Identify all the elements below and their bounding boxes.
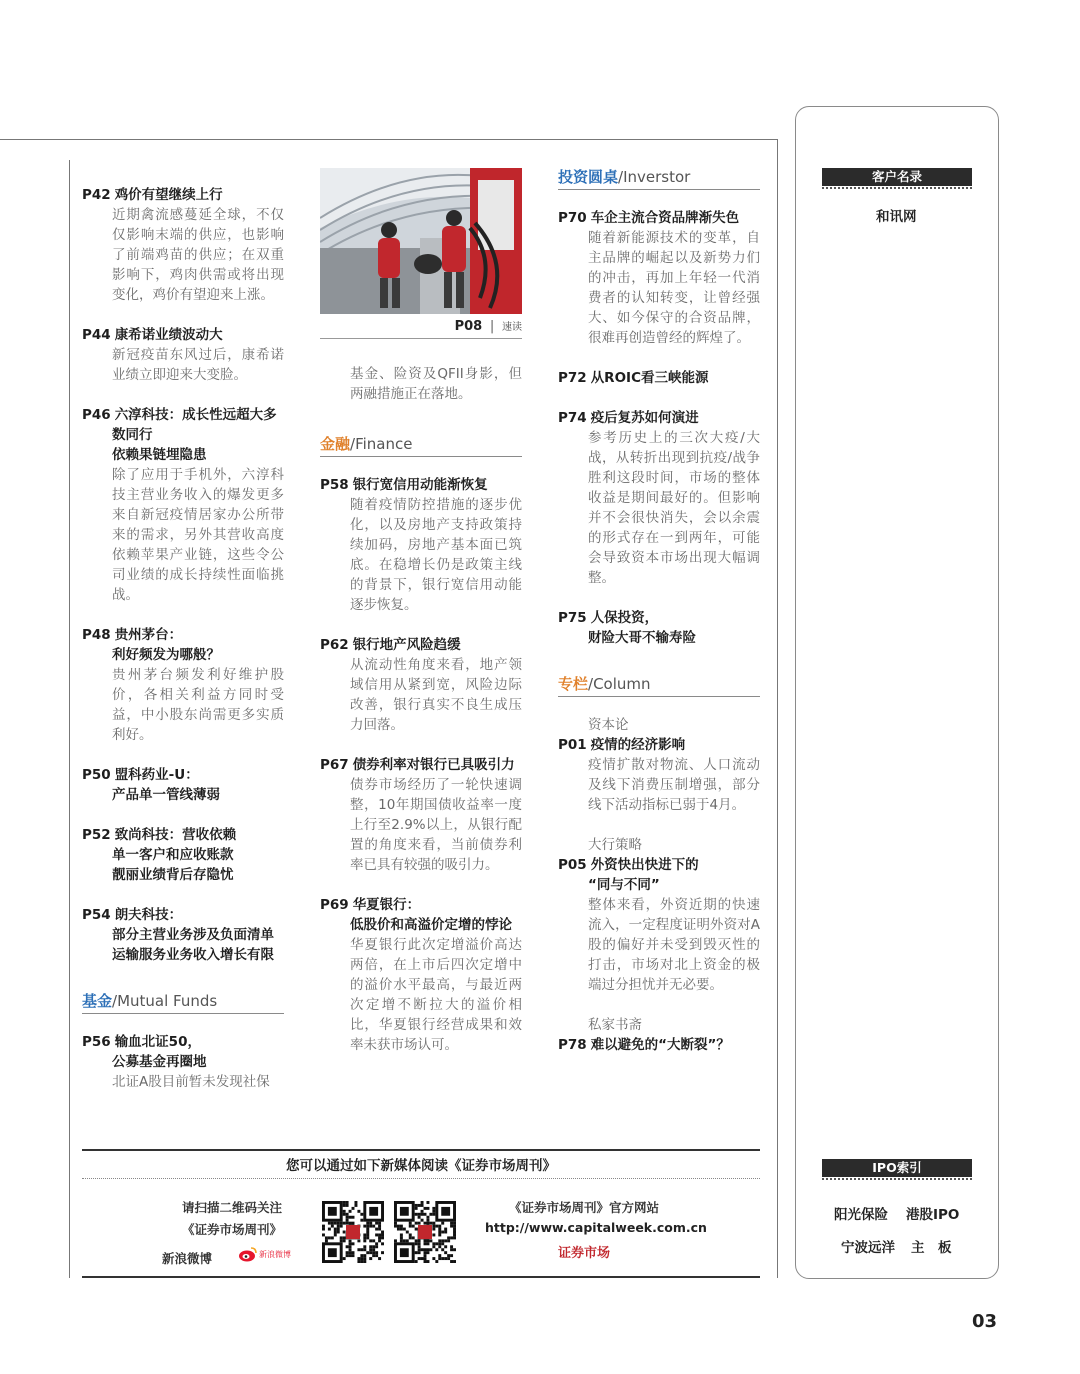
photo-rule [320, 338, 522, 339]
toc-entry-title-text: 华夏银行： [352, 897, 421, 913]
toc-entry-title [82, 405, 284, 425]
weibo-logo[interactable] [238, 1246, 291, 1262]
toc-entry-subtitle: 运输服务业务收入增长有限 [112, 947, 274, 963]
toc-entry-title-text: 债券利率对银行已具吸引力 [352, 757, 515, 773]
toc-entry-subtitle: 产品单一管线薄弱 [112, 787, 220, 803]
section-title-cn: 投资圆桌 [558, 168, 619, 186]
toc-entry-subtitle: 数同行 [112, 427, 153, 443]
toc-entry-title [320, 755, 522, 775]
toc-entry[interactable] [82, 185, 284, 305]
right-column [558, 167, 760, 1075]
middle-lead-text: 基金、险资及QFII身影，但两融措施正在落地。 [350, 366, 522, 402]
toc-entry-title-text: 银行宽信用动能渐恢复 [352, 477, 488, 493]
toc-entry-title-text: 输血北证50， [114, 1034, 201, 1050]
gas-station-photo [320, 168, 522, 314]
toc-entry-page: P78 [558, 1037, 587, 1053]
weibo-label: 新浪微博 [162, 1251, 213, 1266]
toc-entry[interactable] [558, 715, 760, 815]
ipo-index-label: IPO索引 [822, 1159, 972, 1177]
section-title-cn: 专栏 [558, 675, 589, 693]
weibo-logo-text: 新浪微博 [259, 1249, 291, 1259]
footer-dotted-rule [82, 1178, 760, 1179]
toc-entry-title-text: 从ROIC看三峡能源 [590, 370, 709, 386]
toc-entry-title-text: 外资快出快进下的 [590, 857, 699, 873]
brand-logo: 证券市场 [558, 1246, 611, 1261]
ipo-item: 主 板 [911, 1240, 952, 1256]
toc-entry-title [558, 208, 760, 228]
toc-entry-title [320, 895, 522, 915]
section-title-cn: 金融 [320, 435, 351, 453]
toc-entry[interactable] [320, 475, 522, 615]
toc-entry-desc: 债券市场经历了一轮快速调整，10年期国债收益率一度上行至2.9%以上，从银行配置的角度来看，当前债券利率已具有较强的吸引力。 [350, 777, 522, 873]
toc-entry[interactable] [558, 608, 760, 648]
toc-entry-page: P44 [82, 327, 111, 343]
section-title-en: /Inverstor [618, 168, 691, 186]
photo-caption-label: 速读 [502, 322, 522, 333]
toc-entry-desc: 疫情扩散对物流、人口流动及线下消费压制增强，部分线下活动指标已弱于4月。 [588, 757, 760, 813]
toc-entry-title [82, 185, 284, 205]
toc-entry-title [558, 408, 760, 428]
toc-entry-page: P48 [82, 627, 111, 643]
section-title-en: /Mutual Funds [112, 992, 218, 1010]
toc-entry-title-text: 六淳科技：成长性远超大多 [114, 407, 277, 423]
toc-entry-desc: 新冠疫苗东风过后，康希诺业绩立即迎来大变脸。 [112, 347, 284, 383]
toc-entry-desc: 随着新能源技术的变革，自主品牌的崛起以及新势力们的冲击，再加上年轻一代消费者的认知转变，让曾经强大、如今保守的合资品牌，很难再创造曾经的辉煌了。 [588, 230, 760, 346]
qr-code-weibo[interactable] [322, 1201, 384, 1263]
toc-entry-title-text: 致尚科技：营收依赖 [114, 827, 237, 843]
toc-entry-subtitle: 部分主营业务涉及负面清单 [112, 927, 274, 943]
toc-entry-title-text: 车企主流合资品牌渐失色 [590, 210, 740, 226]
toc-entry-title [558, 1035, 760, 1055]
toc-entry-title [82, 765, 284, 785]
toc-entry-title [82, 625, 284, 645]
client-list-dotline [822, 187, 972, 189]
toc-entry-desc: 随着疫情防控措施的逐步优化，以及房地产支持政策持续加码，房地产基本面已筑底。在稳增长仍是政策主线的背景下，银行宽信用动能逐步恢复。 [350, 497, 522, 613]
toc-entry-subtitle: 公募基金再圈地 [112, 1054, 207, 1070]
sidebar-box [795, 106, 999, 1279]
client-list-label: 客户名录 [822, 168, 972, 186]
toc-entry-desc: 贵州茅台频发利好维护股价，各相关利益方同时受益，中小股东尚需更多实质利好。 [112, 667, 284, 743]
weibo-icon [238, 1246, 258, 1262]
toc-entry-title [82, 325, 284, 345]
ipo-index-dotline [822, 1178, 972, 1180]
toc-entry-page: P70 [558, 210, 587, 226]
client-item: 和讯网 [876, 209, 917, 225]
toc-entry-title [82, 825, 284, 845]
scan-line-2: 《证券市场周刊》 [182, 1222, 283, 1237]
toc-entry-desc: 华夏银行此次定增溢价高达两倍，在上市后四次定增中的溢价水平最高，与最近两次定增不断拉大的溢价相比，华夏银行经营成果和效率未获市场认可。 [350, 937, 522, 1053]
toc-entry-page: P42 [82, 187, 111, 203]
section-header-funds [82, 991, 284, 1014]
toc-entry-page: P52 [82, 827, 111, 843]
toc-entry[interactable] [320, 895, 522, 1055]
left-column [82, 185, 284, 1112]
toc-entry-desc: 从流动性角度来看，地产领域信用从紧到宽，风险边际改善，银行真实不良生成压力回落。 [350, 657, 522, 733]
photo-caption: P08 | 速读 [454, 319, 522, 334]
toc-entry[interactable] [558, 835, 760, 995]
toc-entry[interactable] [558, 408, 760, 588]
section-header-finance [320, 434, 522, 457]
toc-entry-title-text: 难以避免的“大断裂”？ [590, 1037, 730, 1053]
toc-entry-page: P50 [82, 767, 111, 783]
toc-entry[interactable] [320, 635, 522, 735]
toc-entry-page: P58 [320, 477, 349, 493]
section-header-investor [558, 167, 760, 190]
toc-entry-title-text: 康希诺业绩波动大 [114, 327, 223, 343]
footer-top-rule [82, 1149, 760, 1151]
page-number: 03 [972, 1311, 998, 1332]
toc-entry-title [82, 1032, 284, 1052]
top-rule [0, 139, 778, 140]
toc-entry-desc: 北证A股目前暂未发现社保 [112, 1074, 270, 1090]
toc-entry[interactable] [82, 765, 284, 805]
section-header-column [558, 674, 760, 697]
toc-entry-title [558, 735, 760, 755]
toc-entry[interactable] [82, 405, 284, 605]
right-column-rule [777, 139, 778, 1278]
toc-entry-desc: 除了应用于手机外，六淳科技主营业务收入的爆发更多来自新冠疫情居家办公所带来的需求，另外其营收高度依赖苹果产业链，这些令公司业绩的成长持续性面临挑战。 [112, 467, 284, 603]
toc-entry-subtitle: 靓丽业绩背后存隐忧 [112, 867, 234, 883]
toc-entry-page: P01 [558, 737, 587, 753]
photo-caption-page: P08 [454, 319, 483, 334]
ipo-item: 宁波远洋 [841, 1240, 895, 1256]
toc-entry-title-text: 鸡价有望继续上行 [114, 187, 223, 203]
feature-photo [320, 168, 522, 314]
site-url[interactable]: http://www.capitalweek.com.cn [485, 1220, 707, 1235]
toc-entry-page: P67 [320, 757, 349, 773]
toc-entry-title [558, 855, 760, 875]
toc-entry-page: P05 [558, 857, 587, 873]
toc-entry[interactable] [82, 325, 284, 385]
toc-entry[interactable] [82, 825, 284, 885]
toc-entry[interactable] [320, 755, 522, 875]
toc-entry-page: P56 [82, 1034, 111, 1050]
toc-entry[interactable] [82, 625, 284, 745]
toc-entry[interactable] [82, 1032, 284, 1092]
toc-entry[interactable] [558, 368, 760, 388]
toc-entry[interactable] [558, 208, 760, 348]
toc-entry-title-text: 人保投资， [590, 610, 659, 626]
toc-entry-kicker: 资本论 [588, 717, 629, 733]
qr-code-wechat[interactable] [394, 1201, 456, 1263]
toc-entry-page: P75 [558, 610, 587, 626]
toc-entry-kicker: 大行策略 [588, 837, 642, 853]
site-label: 《证券市场周刊》官方网站 [509, 1200, 660, 1215]
left-column-rule [69, 160, 70, 1278]
toc-entry-page: P72 [558, 370, 587, 386]
toc-entry-subtitle: 财险大哥不输寿险 [588, 630, 696, 646]
ipo-item: 阳光保险 [834, 1207, 888, 1223]
toc-entry-title [82, 905, 284, 925]
toc-entry-subtitle: 依赖果链埋隐患 [112, 447, 207, 463]
toc-entry-subtitle: 利好频发为哪般？ [112, 647, 220, 663]
toc-entry-page: P46 [82, 407, 111, 423]
footer-title: 您可以通过如下新媒体阅读《证券市场周刊》 [286, 1158, 556, 1174]
toc-entry-title [558, 608, 760, 628]
toc-entry-title-text: 银行地产风险趋缓 [352, 637, 461, 653]
toc-entry-page: P74 [558, 410, 587, 426]
toc-entry-kicker: 私家书斋 [588, 1017, 642, 1033]
toc-entry-page: P54 [82, 907, 111, 923]
toc-entry-title-text: 贵州茅台： [114, 627, 183, 643]
toc-entry-page: P69 [320, 897, 349, 913]
toc-entry-title-text: 朗夫科技： [114, 907, 183, 923]
toc-entry-subtitle: 低股价和高溢价定增的悖论 [350, 917, 512, 933]
toc-entry[interactable] [82, 905, 284, 965]
toc-entry[interactable] [558, 1015, 760, 1055]
toc-entry-desc: 整体来看，外资近期的快速流入，一定程度证明外资对A股的偏好并未受到毁灭性的打击，市场对北上资金的极端过分担忧并无必要。 [588, 897, 760, 993]
toc-entry-title-text: 疫后复苏如何演进 [590, 410, 699, 426]
toc-entry-page: P62 [320, 637, 349, 653]
middle-column [320, 364, 522, 1075]
toc-entry-title [320, 475, 522, 495]
section-title-en: /Finance [350, 435, 413, 453]
toc-entry-title [320, 635, 522, 655]
toc-entry-subtitle: 单一客户和应收账款 [112, 847, 234, 863]
toc-entry-title [558, 368, 760, 388]
toc-entry-desc: 近期禽流感蔓延全球，不仅仅影响末端的供应，也影响了前端鸡苗的供应；在双重影响下，鸡肉供需或将出现变化，鸡价有望迎来上涨。 [112, 207, 284, 303]
ipo-item: 港股IPO [906, 1207, 960, 1223]
toc-entry-subtitle: “同与不同” [588, 877, 660, 893]
section-title-cn: 基金 [82, 992, 113, 1010]
toc-entry-title-text: 疫情的经济影响 [590, 737, 686, 753]
footer-bottom-rule [82, 1276, 760, 1278]
toc-entry-desc: 参考历史上的三次大疫/大战，从转折出现到抗疫/战争胜利这段时间，市场的整体收益是期间最好的。但影响并不会很快消失，会以余震的形式存在一到两年，可能会导致资本市场出现大幅调整。 [588, 430, 760, 586]
scan-line-1: 请扫描二维码关注 [182, 1200, 283, 1215]
section-title-en: /Column [588, 675, 651, 693]
toc-entry-title-text: 盟科药业-U： [114, 767, 199, 783]
